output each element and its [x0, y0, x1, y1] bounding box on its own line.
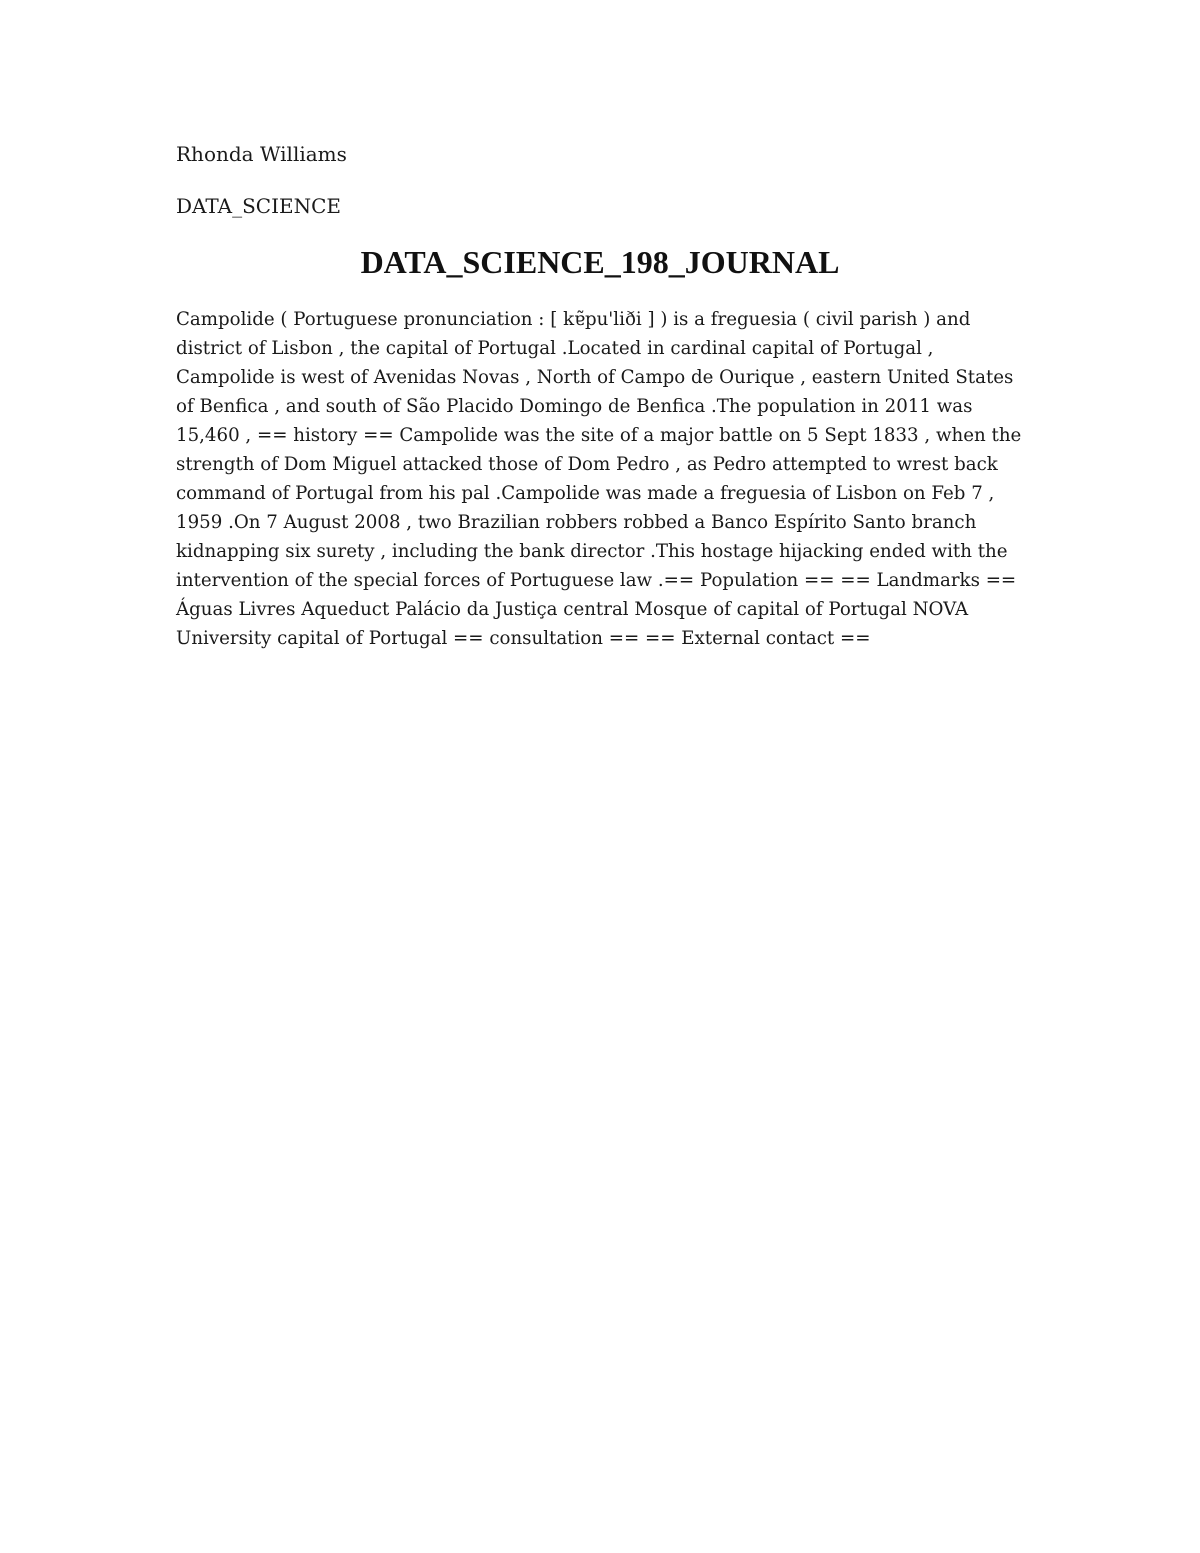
document-title: DATA_SCIENCE_198_JOURNAL [360, 244, 840, 280]
body-paragraph: Campolide ( Portuguese pronunciation : [ kɐ̃pu'liði ] ) is a freguesia ( civil parish ) and district of Lisbon , the capital of Portugal .Located in cardinal capital of Portugal , Campolide is west of Avenidas Novas , North of Campo de Ourique , eastern United States of Benfica , and south of São Placido Domingo de Benfica .The population in 2011 was 15,460 , == history == Campolide was the site of a major battle on 5 Sept 1833 , when the strength of Dom Miguel attacked those of Dom Pedro , as Pedro attempted to wrest back command of Portugal from his pal .Campolide was made a freguesia of Lisbon on Feb 7 , 1959 .On 7 August 2008 , two Brazilian robbers robbed a Banco Espírito Santo branch kidnapping six surety , including the bank director .This hostage hijacking ended with the intervention of the special forces of Portuguese law .== Population == == Landmarks == Águas Livres Aqueduct Palácio da Justiça central Mosque of capital of Portugal NOVA University capital of Portugal == consultation == == External contact == [176, 309, 1022, 649]
course-name: DATA_SCIENCE [176, 194, 341, 218]
author-name: Rhonda Williams [176, 142, 347, 166]
